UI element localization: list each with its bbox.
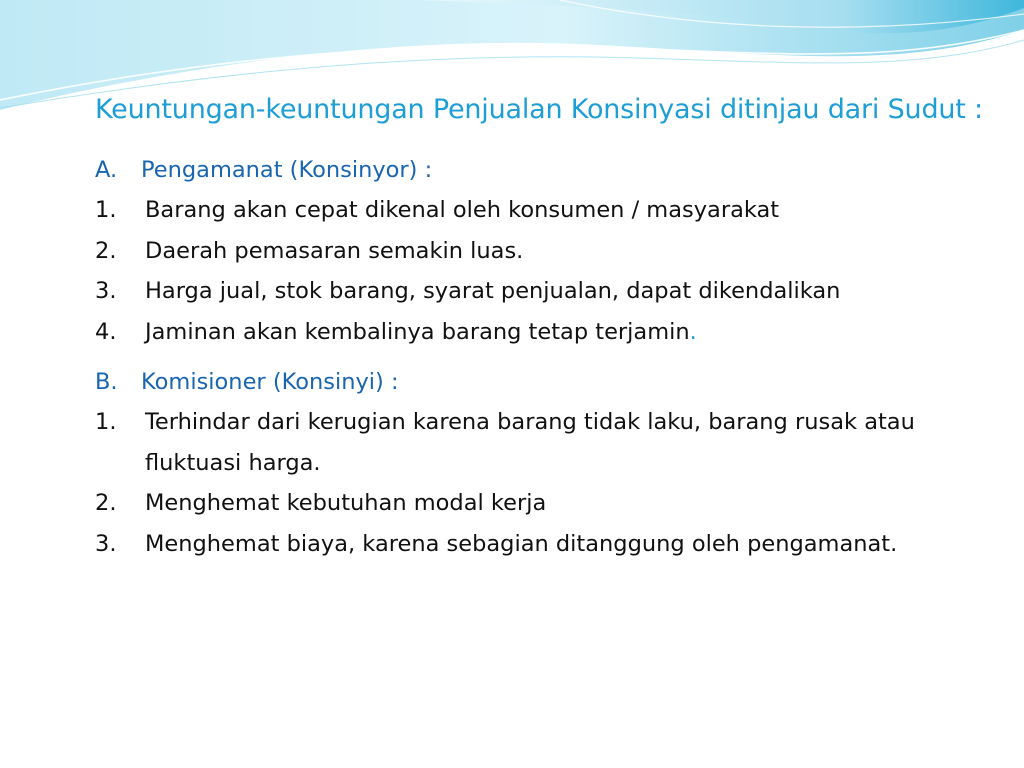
section-heading <box>95 150 1005 190</box>
section-heading-text: Pengamanat (Konsinyor) : <box>141 157 433 183</box>
list-text-body: Jaminan akan kembalinya barang tetap terjamin <box>145 318 690 345</box>
list-item <box>95 402 1005 483</box>
list-number: 2. <box>95 490 117 516</box>
slide-content <box>95 88 1005 564</box>
list-number: 4. <box>95 318 117 345</box>
list-text: Barang akan cepat dikenal oleh konsumen / masyarakat <box>145 197 780 223</box>
list-number: 1. <box>95 197 117 223</box>
list-text: Terhindar dari kerugian karena barang tidak laku, barang rusak atau fluktuasi harga. <box>145 409 915 476</box>
section-heading-text: Komisioner (Konsinyi) : <box>141 369 399 395</box>
list-number: 3. <box>95 278 117 304</box>
list-item <box>95 231 1005 272</box>
point-list <box>95 190 1005 352</box>
point-list <box>95 402 1005 564</box>
list-item <box>95 483 1005 524</box>
section-marker: A. <box>95 157 118 183</box>
section-komisioner <box>95 362 1005 564</box>
list-number: 3. <box>95 530 117 557</box>
section-marker: B. <box>95 369 118 395</box>
list-text <box>145 312 1005 353</box>
section-heading <box>95 362 1005 402</box>
list-item <box>95 190 1005 231</box>
accent-period: . <box>689 318 697 345</box>
list-text: Daerah pemasaran semakin luas. <box>145 237 524 264</box>
list-item <box>95 524 1005 565</box>
section-pengamanat <box>95 150 1005 352</box>
slide-title: Keuntungan-keuntungan Penjualan Konsinyasi ditinjau dari Sudut : <box>95 94 983 125</box>
list-text: Menghemat biaya, karena sebagian ditanggung oleh pengamanat. <box>145 530 898 557</box>
list-number: 2. <box>95 237 117 264</box>
list-item <box>95 271 1005 312</box>
list-item <box>95 312 1005 353</box>
list-text: Menghemat kebutuhan modal kerja <box>145 490 547 516</box>
list-number: 1. <box>95 409 117 435</box>
list-text: Harga jual, stok barang, syarat penjualan, dapat dikendalikan <box>145 278 841 304</box>
